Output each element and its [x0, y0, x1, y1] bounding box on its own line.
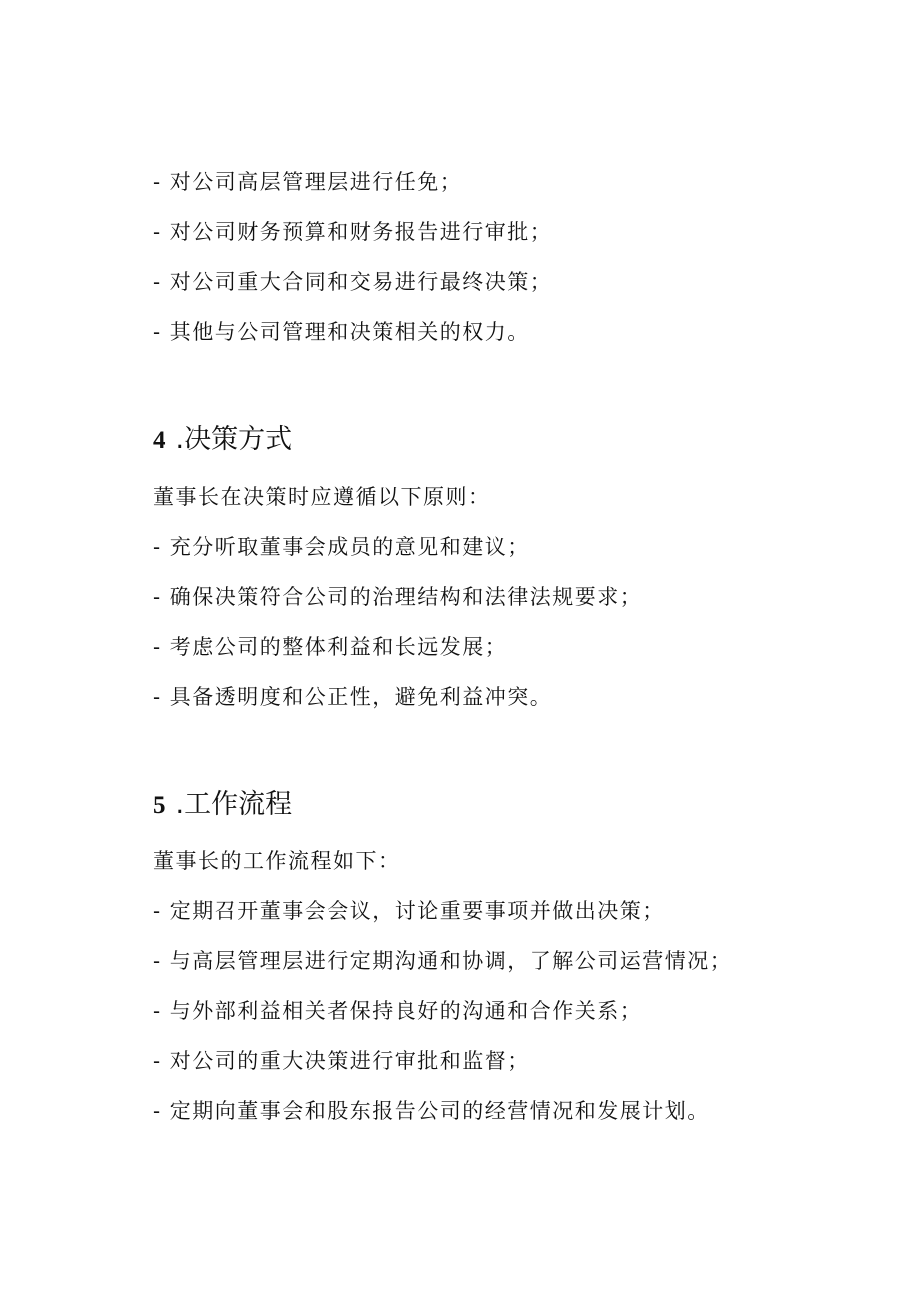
list-item: - 定期召开董事会会议，讨论重要事项并做出决策； — [153, 899, 665, 923]
list-item: - 定期向董事会和股东报告公司的经营情况和发展计划。 — [153, 1099, 710, 1123]
section-intro: 董事长的工作流程如下： — [153, 849, 401, 873]
section-title: .决策方式 — [175, 424, 293, 455]
list-item: - 充分听取董事会成员的意见和建议； — [153, 535, 530, 559]
list-item: - 对公司高层管理层进行任免； — [153, 170, 463, 194]
list-item: - 其他与公司管理和决策相关的权力。 — [153, 320, 530, 344]
list-item: - 确保决策符合公司的治理结构和法律法规要求； — [153, 585, 643, 609]
section-heading-5 — [153, 788, 292, 823]
section-number: 5 — [153, 792, 166, 819]
list-item: - 对公司重大合同和交易进行最终决策； — [153, 270, 553, 294]
section-heading-4 — [153, 423, 292, 458]
list-item: - 对公司的重大决策进行审批和监督； — [153, 1049, 530, 1073]
list-item: - 与外部利益相关者保持良好的沟通和合作关系； — [153, 999, 643, 1023]
list-item: - 具备透明度和公正性，避免利益冲突。 — [153, 685, 553, 709]
list-item: - 对公司财务预算和财务报告进行审批； — [153, 220, 553, 244]
list-item: - 与高层管理层进行定期沟通和协调，了解公司运营情况； — [153, 949, 733, 973]
section-number: 4 — [153, 427, 166, 454]
list-item: - 考虑公司的整体利益和长远发展； — [153, 635, 508, 659]
section-intro: 董事长在决策时应遵循以下原则： — [153, 485, 491, 509]
section-title: .工作流程 — [175, 789, 293, 820]
